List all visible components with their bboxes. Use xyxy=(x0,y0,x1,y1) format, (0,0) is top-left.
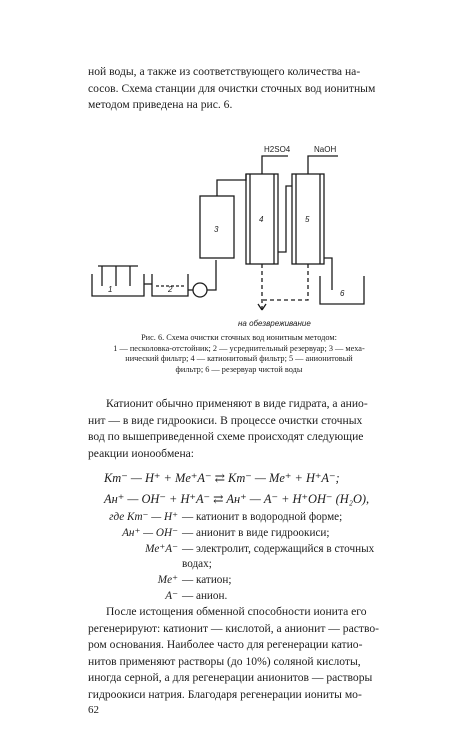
definition-row xyxy=(88,589,388,605)
acid-label: H2SO4 xyxy=(264,145,291,154)
unit-number: 6 xyxy=(340,289,345,298)
text-line: сосов. Схема станции для очистки сточных вод ионитным xyxy=(88,81,376,95)
reaction-equation-anion: Aн⁺ — OH⁻ + H⁺A⁻ ⇄ Aн⁺ — A⁻ + H⁺OH⁻ (H₂O), xyxy=(104,492,370,506)
definition-text: — катионит в водородной форме; xyxy=(182,511,343,523)
definitions-list xyxy=(88,510,388,605)
definition-symbol: Me⁺A⁻ xyxy=(145,542,178,555)
text-line: вод по вышеприведенной схеме происходят следующие xyxy=(88,430,364,444)
text-line: гидроокиси натрия. Благодаря регенерации иониты мо- xyxy=(88,687,362,701)
page-number: 62 xyxy=(88,704,99,716)
top-paragraph xyxy=(88,64,384,114)
definition-symbol: где Kт⁻ — H⁺ xyxy=(109,511,178,523)
unit-number: 4 xyxy=(259,215,264,224)
definition-row xyxy=(88,573,388,589)
definition-symbol: Me⁺ xyxy=(157,574,178,587)
scheme-diagram xyxy=(88,140,388,330)
unit-number: 5 xyxy=(305,215,310,224)
treatment-scheme-figure xyxy=(88,140,388,330)
pump-icon xyxy=(193,283,207,297)
text-line: нитов применяют растворы (до 10%) соляной кислоты, xyxy=(88,654,361,668)
text-line: ной воды, а также из соответствующего количества на- xyxy=(88,65,361,78)
text-line: Катионит обычно применяют в виде гидрата, а анио- xyxy=(106,397,368,410)
unit-number: 1 xyxy=(108,285,113,294)
caption-line: Рис. 6. Схема очистки сточных вод ионитным методом: xyxy=(141,333,337,342)
unit-number: 3 xyxy=(214,225,219,234)
definition-text: водах; xyxy=(182,558,212,571)
definition-row xyxy=(88,542,388,558)
definition-text: — анион. xyxy=(182,589,228,602)
text-line: нит — в виде гидроокиси. В процессе очистки сточных xyxy=(88,413,363,427)
figure-caption xyxy=(108,333,370,375)
text-line: После истощения обменной способности ионита его xyxy=(106,605,367,618)
definition-row xyxy=(88,557,388,573)
alkali-label: NaOH xyxy=(314,145,337,154)
middle-paragraph xyxy=(88,396,384,462)
text-line: реакции ионообмена: xyxy=(88,446,195,460)
bottom-paragraph xyxy=(88,604,384,704)
text-line: регенерируют: катионит — кислотой, а анионит — раство- xyxy=(88,621,380,635)
definition-row xyxy=(88,526,388,542)
definition-symbol xyxy=(88,557,182,573)
unit-number: 2 xyxy=(168,285,173,294)
caption-line: фильтр; 6 — резервуар чистой воды xyxy=(175,364,303,374)
definition-row xyxy=(88,510,388,526)
definition-symbol: A⁻ xyxy=(165,589,178,602)
caption-line: 1 — песколовка-отстойник; 2 — усреднительный резервуар; 3 — меха- xyxy=(113,343,365,353)
sand-trap-tank xyxy=(92,274,144,296)
text-line: ром основания. Наиболее часто для регенерации катио- xyxy=(88,638,363,652)
text-line: методом приведена на рис. 6. xyxy=(88,98,233,112)
reaction-equation-cation: Kт⁻ — H⁺ + Me⁺A⁻ ⇄ Kт⁻ — Me⁺ + H⁺A⁻; xyxy=(104,471,340,485)
definition-text: — анионит в виде гидроокиси; xyxy=(182,526,330,539)
definition-text: — электролит, содержащийся в сточных xyxy=(182,542,375,555)
text-line: иногда серной, а для регенерации анионитов — растворы xyxy=(88,671,373,685)
definition-text: — катион; xyxy=(182,574,232,587)
drain-label: на обезвреживание xyxy=(238,319,311,328)
caption-line: нический фильтр; 4 — катионитовый фильтр; 5 — анионитовый xyxy=(125,354,353,364)
definition-symbol: Aн⁺ — OH⁻ xyxy=(122,526,178,539)
